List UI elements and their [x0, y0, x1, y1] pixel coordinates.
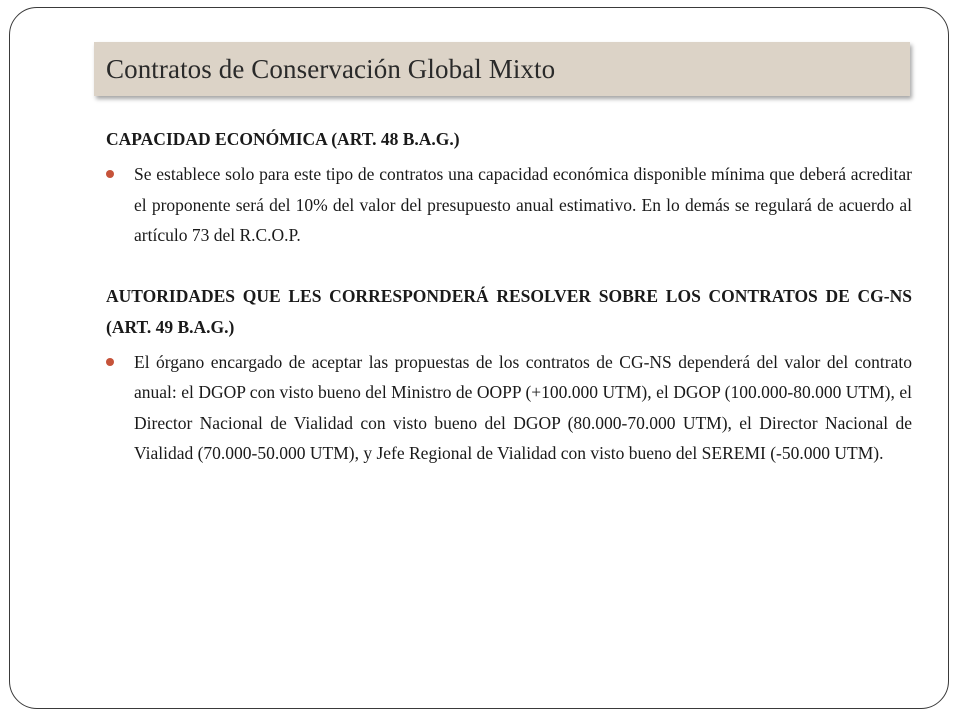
- bullet-item-autoridades: [106, 347, 912, 469]
- bullet-icon: [106, 170, 114, 178]
- section-heading-autoridades: AUTORIDADES QUE LES CORRESPONDERÁ RESOLVER SOBRE LOS CONTRATOS DE CG-NS (ART. 49 B.A.G.): [106, 285, 912, 337]
- slide-content: [106, 124, 912, 469]
- bullet-item-capacidad: [106, 159, 912, 251]
- bullet-text-capacidad: Se establece solo para este tipo de contratos una capacidad económica disponible mínima que deberá acreditar el proponente será del 10% del valor del presupuesto anual estimativo. En lo demás se regulará de acuerdo al artículo 73 del R.C.O.P.: [134, 164, 912, 245]
- section-heading-capacidad: CAPACIDAD ECONÓMICA (ART. 48 B.A.G.): [106, 129, 460, 149]
- bullet-text-autoridades: El órgano encargado de aceptar las propuestas de los contratos de CG-NS dependerá del valor del contrato anual: el DGOP con visto bueno del Ministro de OOPP (+100.000 UTM), el DGOP (100.000-80.000 UTM), el Director Nacional de Vialidad con visto bueno del DGOP (80.000-70.000 UTM), el Director Nacional de Vialidad (70.000-50.000 UTM), y Jefe Regional de Vialidad con visto bueno del SEREMI (-50.000 UTM).: [134, 351, 912, 463]
- slide-title: Contratos de Conservación Global Mixto: [106, 53, 556, 84]
- title-bar: [94, 42, 910, 96]
- bullet-icon: [106, 358, 114, 366]
